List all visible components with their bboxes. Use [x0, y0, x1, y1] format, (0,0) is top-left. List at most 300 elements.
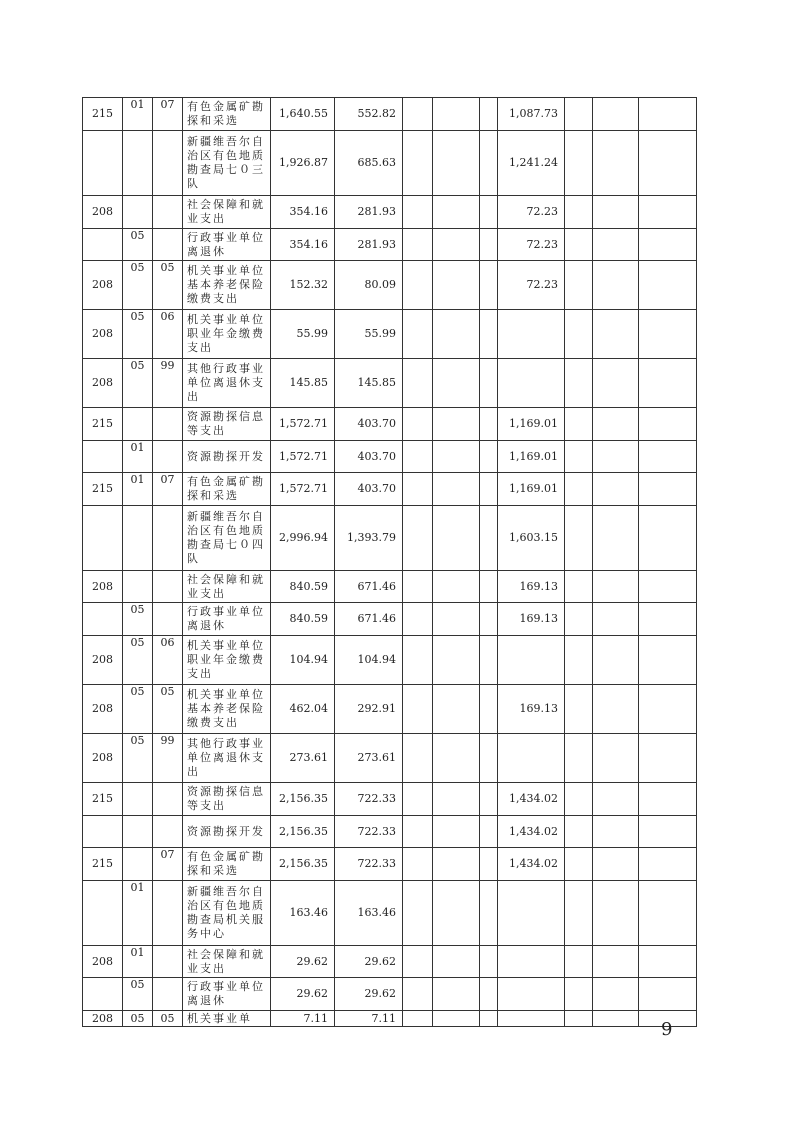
empty-cell [403, 261, 433, 310]
empty-cell [433, 131, 480, 196]
basic-expenditure-cell: 55.99 [335, 310, 403, 359]
kuan-code-cell: 05 [123, 310, 153, 359]
project-expenditure-cell: 1,169.01 [498, 408, 565, 441]
empty-cell [639, 603, 697, 636]
empty-cell [403, 881, 433, 946]
item-code-cell [153, 946, 183, 978]
subject-name-cell: 资源勘探开发 [183, 816, 271, 848]
table-row [83, 603, 697, 636]
class-code-cell [83, 881, 123, 946]
class-code-cell: 215 [83, 783, 123, 816]
total-amount-cell: 7.11 [271, 1011, 335, 1027]
project-expenditure-cell: 169.13 [498, 685, 565, 734]
empty-cell [593, 441, 639, 473]
project-expenditure-cell [498, 881, 565, 946]
empty-cell [403, 196, 433, 229]
empty-cell [480, 571, 498, 603]
item-code-cell [153, 131, 183, 196]
table-body [83, 98, 697, 1027]
class-code-cell: 208 [83, 310, 123, 359]
basic-expenditure-cell: 403.70 [335, 473, 403, 506]
class-code-cell: 208 [83, 261, 123, 310]
empty-cell [403, 229, 433, 261]
table-row [83, 359, 697, 408]
class-code-cell [83, 978, 123, 1011]
empty-cell [565, 816, 593, 848]
empty-cell [403, 571, 433, 603]
subject-name-cell: 资源勘探信息等支出 [183, 783, 271, 816]
empty-cell [565, 441, 593, 473]
empty-cell [433, 603, 480, 636]
subject-name-cell: 机关事业单 [183, 1011, 271, 1027]
kuan-code-cell: 05 [123, 734, 153, 783]
empty-cell [403, 473, 433, 506]
empty-cell [433, 816, 480, 848]
project-expenditure-cell: 169.13 [498, 571, 565, 603]
item-code-cell: 06 [153, 310, 183, 359]
empty-cell [565, 881, 593, 946]
empty-cell [593, 473, 639, 506]
empty-cell [433, 359, 480, 408]
subject-name-cell: 资源勘探信息等支出 [183, 408, 271, 441]
table-row [83, 636, 697, 685]
empty-cell [403, 359, 433, 408]
project-expenditure-cell: 1,434.02 [498, 816, 565, 848]
empty-cell [593, 310, 639, 359]
empty-cell [433, 783, 480, 816]
empty-cell [639, 816, 697, 848]
empty-cell [480, 310, 498, 359]
class-code-cell [83, 506, 123, 571]
empty-cell [433, 196, 480, 229]
table-row [83, 848, 697, 881]
basic-expenditure-cell: 7.11 [335, 1011, 403, 1027]
kuan-code-cell: 01 [123, 946, 153, 978]
kuan-code-cell [123, 848, 153, 881]
empty-cell [565, 685, 593, 734]
subject-name-cell: 社会保障和就业支出 [183, 946, 271, 978]
total-amount-cell: 840.59 [271, 571, 335, 603]
item-code-cell: 07 [153, 848, 183, 881]
total-amount-cell: 2,156.35 [271, 848, 335, 881]
project-expenditure-cell: 72.23 [498, 229, 565, 261]
basic-expenditure-cell: 671.46 [335, 571, 403, 603]
subject-name-cell: 社会保障和就业支出 [183, 571, 271, 603]
kuan-code-cell: 01 [123, 98, 153, 131]
empty-cell [593, 881, 639, 946]
subject-name-cell: 其他行政事业单位离退休支出 [183, 734, 271, 783]
class-code-cell [83, 229, 123, 261]
project-expenditure-cell [498, 734, 565, 783]
subject-name-cell: 新疆维吾尔自治区有色地质勘查局七０四队 [183, 506, 271, 571]
empty-cell [565, 98, 593, 131]
empty-cell [403, 98, 433, 131]
total-amount-cell: 1,572.71 [271, 408, 335, 441]
project-expenditure-cell: 72.23 [498, 196, 565, 229]
empty-cell [593, 229, 639, 261]
empty-cell [433, 848, 480, 881]
basic-expenditure-cell: 29.62 [335, 978, 403, 1011]
empty-cell [565, 229, 593, 261]
empty-cell [639, 946, 697, 978]
table-row [83, 571, 697, 603]
total-amount-cell: 104.94 [271, 636, 335, 685]
subject-name-cell: 行政事业单位离退休 [183, 229, 271, 261]
empty-cell [480, 816, 498, 848]
class-code-cell: 208 [83, 359, 123, 408]
empty-cell [565, 131, 593, 196]
empty-cell [593, 734, 639, 783]
empty-cell [565, 734, 593, 783]
item-code-cell: 07 [153, 98, 183, 131]
empty-cell [433, 261, 480, 310]
empty-cell [639, 685, 697, 734]
class-code-cell: 208 [83, 196, 123, 229]
item-code-cell [153, 783, 183, 816]
kuan-code-cell: 01 [123, 881, 153, 946]
kuan-code-cell [123, 131, 153, 196]
empty-cell [403, 848, 433, 881]
empty-cell [639, 131, 697, 196]
empty-cell [593, 603, 639, 636]
empty-cell [403, 978, 433, 1011]
empty-cell [639, 881, 697, 946]
total-amount-cell: 273.61 [271, 734, 335, 783]
project-expenditure-cell [498, 1011, 565, 1027]
project-expenditure-cell: 1,434.02 [498, 783, 565, 816]
kuan-code-cell [123, 571, 153, 603]
empty-cell [639, 783, 697, 816]
empty-cell [565, 978, 593, 1011]
project-expenditure-cell [498, 359, 565, 408]
empty-cell [565, 310, 593, 359]
basic-expenditure-cell: 722.33 [335, 783, 403, 816]
class-code-cell [83, 441, 123, 473]
basic-expenditure-cell: 163.46 [335, 881, 403, 946]
empty-cell [639, 848, 697, 881]
kuan-code-cell: 05 [123, 359, 153, 408]
empty-cell [433, 734, 480, 783]
kuan-code-cell [123, 408, 153, 441]
project-expenditure-cell: 1,169.01 [498, 473, 565, 506]
total-amount-cell: 1,572.71 [271, 473, 335, 506]
basic-expenditure-cell: 403.70 [335, 441, 403, 473]
table-row [83, 196, 697, 229]
item-code-cell: 05 [153, 1011, 183, 1027]
empty-cell [403, 636, 433, 685]
empty-cell [639, 310, 697, 359]
empty-cell [593, 261, 639, 310]
subject-name-cell: 其他行政事业单位离退休支出 [183, 359, 271, 408]
class-code-cell: 208 [83, 685, 123, 734]
table-row [83, 98, 697, 131]
empty-cell [480, 946, 498, 978]
empty-cell [480, 196, 498, 229]
empty-cell [593, 408, 639, 441]
table-row [83, 229, 697, 261]
empty-cell [593, 636, 639, 685]
class-code-cell: 208 [83, 571, 123, 603]
empty-cell [480, 881, 498, 946]
subject-name-cell: 机关事业单位基本养老保险缴费支出 [183, 685, 271, 734]
total-amount-cell: 1,926.87 [271, 131, 335, 196]
total-amount-cell: 163.46 [271, 881, 335, 946]
empty-cell [433, 441, 480, 473]
empty-cell [593, 848, 639, 881]
empty-cell [639, 359, 697, 408]
table-row [83, 946, 697, 978]
total-amount-cell: 354.16 [271, 229, 335, 261]
class-code-cell: 208 [83, 636, 123, 685]
empty-cell [593, 783, 639, 816]
empty-cell [480, 473, 498, 506]
kuan-code-cell: 05 [123, 978, 153, 1011]
empty-cell [593, 1011, 639, 1027]
subject-name-cell: 机关事业单位职业年金缴费支出 [183, 636, 271, 685]
total-amount-cell: 29.62 [271, 978, 335, 1011]
item-code-cell [153, 229, 183, 261]
basic-expenditure-cell: 281.93 [335, 229, 403, 261]
empty-cell [433, 571, 480, 603]
empty-cell [565, 848, 593, 881]
basic-expenditure-cell: 281.93 [335, 196, 403, 229]
empty-cell [639, 978, 697, 1011]
total-amount-cell: 55.99 [271, 310, 335, 359]
basic-expenditure-cell: 552.82 [335, 98, 403, 131]
basic-expenditure-cell: 1,393.79 [335, 506, 403, 571]
empty-cell [639, 506, 697, 571]
page-number: 9 [661, 1019, 673, 1040]
table-row [83, 734, 697, 783]
class-code-cell [83, 131, 123, 196]
project-expenditure-cell [498, 310, 565, 359]
basic-expenditure-cell: 80.09 [335, 261, 403, 310]
class-code-cell: 208 [83, 946, 123, 978]
empty-cell [565, 408, 593, 441]
project-expenditure-cell [498, 636, 565, 685]
empty-cell [433, 98, 480, 131]
empty-cell [403, 783, 433, 816]
basic-expenditure-cell: 671.46 [335, 603, 403, 636]
empty-cell [593, 196, 639, 229]
empty-cell [433, 229, 480, 261]
empty-cell [403, 734, 433, 783]
empty-cell [480, 685, 498, 734]
empty-cell [565, 946, 593, 978]
class-code-cell: 215 [83, 98, 123, 131]
class-code-cell: 215 [83, 473, 123, 506]
subject-name-cell: 有色金属矿勘探和采选 [183, 473, 271, 506]
table-row [83, 685, 697, 734]
item-code-cell [153, 506, 183, 571]
empty-cell [593, 506, 639, 571]
empty-cell [403, 441, 433, 473]
kuan-code-cell: 05 [123, 636, 153, 685]
empty-cell [480, 1011, 498, 1027]
empty-cell [593, 131, 639, 196]
item-code-cell [153, 441, 183, 473]
empty-cell [480, 603, 498, 636]
empty-cell [639, 734, 697, 783]
empty-cell [403, 506, 433, 571]
item-code-cell: 99 [153, 734, 183, 783]
empty-cell [433, 506, 480, 571]
total-amount-cell: 462.04 [271, 685, 335, 734]
empty-cell [639, 571, 697, 603]
total-amount-cell: 2,156.35 [271, 783, 335, 816]
empty-cell [433, 473, 480, 506]
empty-cell [639, 408, 697, 441]
class-code-cell [83, 603, 123, 636]
empty-cell [403, 310, 433, 359]
class-code-cell: 208 [83, 734, 123, 783]
empty-cell [639, 636, 697, 685]
kuan-code-cell: 05 [123, 261, 153, 310]
subject-name-cell: 新疆维吾尔自治区有色地质勘查局机关服务中心 [183, 881, 271, 946]
empty-cell [565, 571, 593, 603]
total-amount-cell: 2,996.94 [271, 506, 335, 571]
basic-expenditure-cell: 685.63 [335, 131, 403, 196]
empty-cell [593, 685, 639, 734]
empty-cell [565, 506, 593, 571]
total-amount-cell: 840.59 [271, 603, 335, 636]
item-code-cell [153, 408, 183, 441]
subject-name-cell: 行政事业单位离退休 [183, 603, 271, 636]
subject-name-cell: 有色金属矿勘探和采选 [183, 848, 271, 881]
project-expenditure-cell: 1,603.15 [498, 506, 565, 571]
kuan-code-cell: 05 [123, 229, 153, 261]
empty-cell [403, 1011, 433, 1027]
empty-cell [480, 978, 498, 1011]
empty-cell [565, 603, 593, 636]
empty-cell [433, 946, 480, 978]
empty-cell [639, 196, 697, 229]
empty-cell [403, 603, 433, 636]
project-expenditure-cell [498, 978, 565, 1011]
item-code-cell [153, 881, 183, 946]
empty-cell [480, 848, 498, 881]
empty-cell [565, 359, 593, 408]
empty-cell [639, 473, 697, 506]
item-code-cell: 05 [153, 261, 183, 310]
empty-cell [433, 1011, 480, 1027]
project-expenditure-cell: 1,434.02 [498, 848, 565, 881]
empty-cell [639, 98, 697, 131]
empty-cell [565, 636, 593, 685]
kuan-code-cell: 05 [123, 1011, 153, 1027]
empty-cell [565, 1011, 593, 1027]
empty-cell [403, 946, 433, 978]
item-code-cell: 99 [153, 359, 183, 408]
empty-cell [639, 261, 697, 310]
basic-expenditure-cell: 273.61 [335, 734, 403, 783]
table-row [83, 783, 697, 816]
project-expenditure-cell: 1,169.01 [498, 441, 565, 473]
table-row [83, 131, 697, 196]
item-code-cell: 05 [153, 685, 183, 734]
kuan-code-cell: 01 [123, 473, 153, 506]
empty-cell [593, 978, 639, 1011]
item-code-cell [153, 196, 183, 229]
empty-cell [565, 196, 593, 229]
subject-name-cell: 有色金属矿勘探和采选 [183, 98, 271, 131]
empty-cell [593, 98, 639, 131]
item-code-cell [153, 978, 183, 1011]
total-amount-cell: 2,156.35 [271, 816, 335, 848]
basic-expenditure-cell: 145.85 [335, 359, 403, 408]
kuan-code-cell [123, 506, 153, 571]
basic-expenditure-cell: 29.62 [335, 946, 403, 978]
subject-name-cell: 资源勘探开发 [183, 441, 271, 473]
total-amount-cell: 29.62 [271, 946, 335, 978]
kuan-code-cell [123, 196, 153, 229]
empty-cell [593, 816, 639, 848]
subject-name-cell: 新疆维吾尔自治区有色地质勘查局七０三队 [183, 131, 271, 196]
empty-cell [480, 636, 498, 685]
empty-cell [565, 261, 593, 310]
empty-cell [433, 408, 480, 441]
empty-cell [480, 261, 498, 310]
table-row [83, 408, 697, 441]
empty-cell [480, 734, 498, 783]
empty-cell [403, 685, 433, 734]
total-amount-cell: 354.16 [271, 196, 335, 229]
basic-expenditure-cell: 104.94 [335, 636, 403, 685]
table-row [83, 310, 697, 359]
table-row [83, 261, 697, 310]
empty-cell [480, 229, 498, 261]
table-row [83, 978, 697, 1011]
budget-table [82, 97, 697, 1027]
empty-cell [593, 571, 639, 603]
total-amount-cell: 145.85 [271, 359, 335, 408]
empty-cell [403, 816, 433, 848]
project-expenditure-cell: 1,241.24 [498, 131, 565, 196]
basic-expenditure-cell: 403.70 [335, 408, 403, 441]
subject-name-cell: 机关事业单位职业年金缴费支出 [183, 310, 271, 359]
empty-cell [480, 783, 498, 816]
empty-cell [433, 310, 480, 359]
item-code-cell [153, 603, 183, 636]
empty-cell [403, 131, 433, 196]
kuan-code-cell: 05 [123, 685, 153, 734]
project-expenditure-cell: 1,087.73 [498, 98, 565, 131]
table-row [83, 441, 697, 473]
subject-name-cell: 行政事业单位离退休 [183, 978, 271, 1011]
empty-cell [593, 359, 639, 408]
class-code-cell [83, 816, 123, 848]
kuan-code-cell [123, 783, 153, 816]
empty-cell [565, 783, 593, 816]
empty-cell [433, 685, 480, 734]
project-expenditure-cell: 169.13 [498, 603, 565, 636]
item-code-cell [153, 816, 183, 848]
empty-cell [433, 978, 480, 1011]
total-amount-cell: 1,640.55 [271, 98, 335, 131]
kuan-code-cell [123, 816, 153, 848]
kuan-code-cell: 05 [123, 603, 153, 636]
item-code-cell: 07 [153, 473, 183, 506]
basic-expenditure-cell: 722.33 [335, 816, 403, 848]
basic-expenditure-cell: 292.91 [335, 685, 403, 734]
empty-cell [480, 408, 498, 441]
class-code-cell: 215 [83, 408, 123, 441]
subject-name-cell: 机关事业单位基本养老保险缴费支出 [183, 261, 271, 310]
empty-cell [480, 359, 498, 408]
project-expenditure-cell [498, 946, 565, 978]
empty-cell [480, 131, 498, 196]
empty-cell [593, 946, 639, 978]
